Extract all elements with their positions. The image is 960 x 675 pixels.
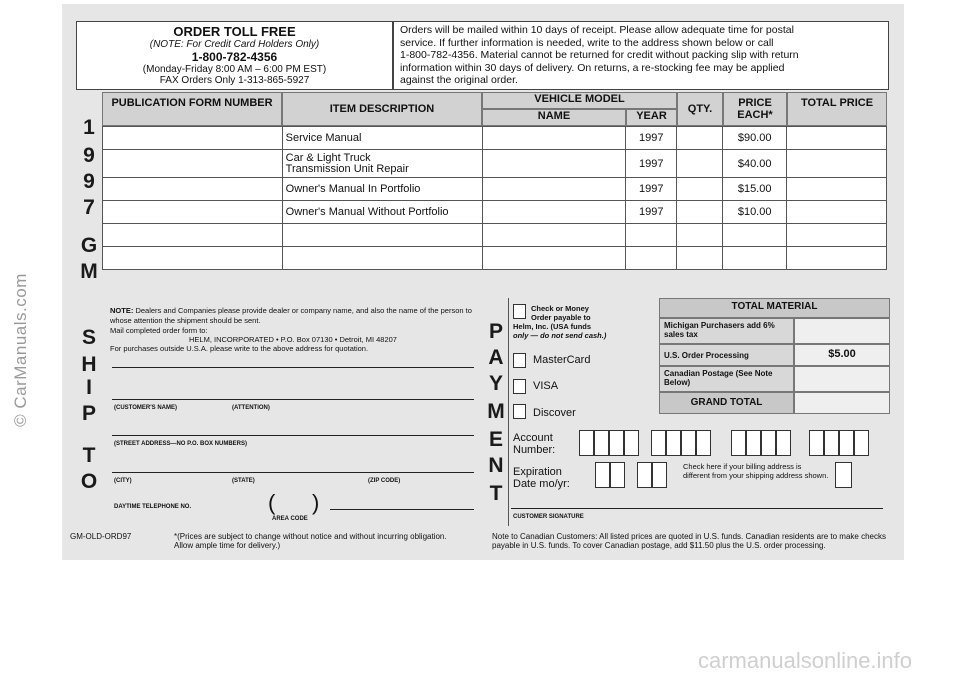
payment-letter: P <box>488 320 503 343</box>
signature-label: CUSTOMER SIGNATURE <box>513 514 584 520</box>
billing-note: Check here if your billing address is different from your shipping address shown. <box>683 462 829 480</box>
name-cell[interactable] <box>482 127 626 150</box>
account-digit[interactable] <box>839 430 854 456</box>
outside-note: For purchases outside U.S.A. please write to the above address for quotation. <box>110 344 369 353</box>
policy-box <box>393 21 889 90</box>
col-header-price-label: PRICE EACH* <box>737 97 773 121</box>
col-header-year <box>626 109 677 126</box>
attention-label: (ATTENTION) <box>232 405 270 411</box>
col-header-year-label: YEAR <box>636 110 667 122</box>
desc-cell <box>282 150 482 178</box>
account-digit[interactable] <box>651 430 666 456</box>
payment-letter: N <box>488 454 504 477</box>
canada-note: Note to Canadian Customers: All listed prices are quoted in U.S. funds. Canadian residents are to make checks payable in U.S. funds. To cover Canadian postage, add $11.50 plus the U.S. order processing. <box>492 532 886 550</box>
year-cell[interactable] <box>626 247 677 270</box>
table-row <box>103 150 887 178</box>
qty-cell[interactable] <box>677 178 723 201</box>
year-letter: M <box>80 260 98 283</box>
order-title: ORDER TOLL FREE <box>173 24 296 39</box>
account-label-line: Number: <box>513 444 556 456</box>
price-cell[interactable] <box>723 224 787 247</box>
col-header-vehicle <box>482 92 677 109</box>
michigan-row <box>659 318 794 344</box>
michigan-label: Michigan Purchasers add 6% sales tax <box>664 321 775 339</box>
expiration-label <box>513 466 570 490</box>
qty-cell[interactable] <box>677 224 723 247</box>
policy-line: information within 30 days of delivery. On returns, a re-stocking fee may be applied <box>400 61 785 74</box>
phone-line[interactable] <box>330 509 474 510</box>
desc-text: Service Manual <box>285 132 362 144</box>
order-toll-free-box <box>76 21 393 90</box>
zip-label: (ZIP CODE) <box>368 478 401 484</box>
customer-name-line[interactable] <box>112 367 474 368</box>
payment-letter: M <box>487 400 505 423</box>
account-digit[interactable] <box>609 430 624 456</box>
pub-cell[interactable] <box>103 201 283 224</box>
area-code-open-paren: ( <box>268 490 276 515</box>
desc-text: Car & Light Truck <box>285 151 371 164</box>
expiration-digit[interactable] <box>652 462 667 488</box>
col-header-name-label: NAME <box>537 110 571 122</box>
order-table <box>102 126 887 270</box>
year-letter: 7 <box>83 196 95 219</box>
desc-cell <box>282 201 482 224</box>
street-line[interactable] <box>112 435 474 436</box>
desc-text: Owner's Manual Without Portfolio <box>285 206 449 218</box>
desc-cell[interactable] <box>282 247 482 270</box>
qty-cell[interactable] <box>677 150 723 178</box>
account-digit[interactable] <box>696 430 711 456</box>
totals-panel <box>659 298 890 416</box>
account-digit[interactable] <box>761 430 776 456</box>
table-row <box>103 224 887 247</box>
michigan-value[interactable] <box>794 318 890 344</box>
order-phone: 1-800-782-4356 <box>191 50 278 64</box>
ship-letter: S <box>81 326 96 349</box>
ship-letter: H <box>81 353 97 376</box>
account-digit[interactable] <box>666 430 681 456</box>
visa-label: VISA <box>533 380 559 392</box>
account-digit[interactable] <box>746 430 761 456</box>
account-digit[interactable] <box>624 430 639 456</box>
qty-cell[interactable] <box>677 247 723 270</box>
year-letter: G <box>80 234 98 257</box>
name-cell[interactable] <box>482 150 626 178</box>
year-letter: 1 <box>83 116 95 139</box>
state-label: (STATE) <box>232 478 255 484</box>
check-line: only — do not send cash.) <box>513 331 607 340</box>
side-watermark: © CarManuals.com <box>10 273 30 427</box>
order-hours: (Monday-Friday 8:00 AM – 6:00 PM EST) <box>142 64 327 75</box>
pub-cell[interactable] <box>103 127 283 150</box>
ship-letter: I <box>86 376 92 399</box>
us-processing-row <box>659 344 794 366</box>
signature-line[interactable] <box>511 508 883 509</box>
total-cell[interactable] <box>787 178 887 201</box>
area-code-close-paren: ) <box>312 490 320 515</box>
col-header-pub <box>102 92 282 126</box>
desc-text-line2: Transmission Unit Repair <box>285 162 409 175</box>
ship-letter: P <box>81 402 96 425</box>
col-header-qty-label: QTY. <box>687 103 713 115</box>
total-material-label: TOTAL MATERIAL <box>731 301 818 312</box>
grand-total-value[interactable] <box>794 392 890 414</box>
pub-cell[interactable] <box>103 247 283 270</box>
customer-name-label: (CUSTOMER'S NAME) <box>114 405 177 411</box>
price-cell: $10.00 <box>723 201 787 224</box>
account-digit[interactable] <box>681 430 696 456</box>
name-cell[interactable] <box>482 247 626 270</box>
mail-address: HELM, INCORPORATED • P.O. Box 07130 • Detroit, MI 48207 <box>189 335 397 344</box>
payment-letter: A <box>488 346 504 369</box>
ship-note-bold: NOTE: <box>110 306 134 315</box>
price-cell[interactable] <box>723 247 787 270</box>
policy-line: against the original order. <box>400 74 518 86</box>
payment-letter: Y <box>488 372 503 395</box>
name-cell[interactable] <box>482 224 626 247</box>
ship-note <box>110 306 476 325</box>
order-form <box>62 4 904 560</box>
desc-cell <box>282 127 482 150</box>
col-header-name <box>482 109 626 126</box>
account-digit[interactable] <box>854 430 869 456</box>
desc-text: Owner's Manual In Portfolio <box>285 183 421 195</box>
payment-letter: E <box>488 428 503 451</box>
us-processing-value-cell <box>794 344 890 366</box>
table-row <box>103 247 887 270</box>
ship-note-text: Dealers and Companies please provide dealer or company name, and also the name of the person to whose attention the shipment should be sent. <box>110 306 472 325</box>
name-cell[interactable] <box>482 201 626 224</box>
pub-cell[interactable] <box>103 224 283 247</box>
account-digit[interactable] <box>579 430 594 456</box>
visa-checkbox[interactable] <box>513 379 526 394</box>
form-code: GM-OLD-ORD97 <box>70 532 132 541</box>
account-digit[interactable] <box>776 430 791 456</box>
total-cell[interactable] <box>787 247 887 270</box>
price-cell: $90.00 <box>723 127 787 150</box>
total-cell[interactable] <box>787 150 887 178</box>
expiration-label-line: Date mo/yr: <box>513 478 570 490</box>
col-header-vehicle-label: VEHICLE MODEL <box>534 93 625 105</box>
desc-cell[interactable] <box>282 224 482 247</box>
year-cell: 1997 <box>626 127 677 150</box>
total-cell[interactable] <box>787 201 887 224</box>
account-digit[interactable] <box>809 430 824 456</box>
price-cell: $15.00 <box>723 178 787 201</box>
bottom-watermark: carmanualsonline.info <box>698 648 913 673</box>
col-header-desc-label: ITEM DESCRIPTION <box>329 103 435 115</box>
street-label: (STREET ADDRESS—NO P.O. BOX NUMBERS) <box>114 441 248 447</box>
price-note: *(Prices are subject to change without notice and without incurring obligation. Allow ample time for delivery.) <box>174 532 447 550</box>
ship-letter: T <box>82 444 96 467</box>
ship-to-section <box>110 304 476 526</box>
col-header-total <box>787 92 887 126</box>
account-label-line: Account <box>513 432 553 444</box>
total-material-row <box>659 298 890 318</box>
table-row <box>103 178 887 201</box>
mastercard-label: MasterCard <box>533 354 591 366</box>
ship-letter: O <box>80 470 98 493</box>
check-line: Order payable to <box>531 313 591 322</box>
col-header-qty <box>677 92 723 126</box>
desc-cell <box>282 178 482 201</box>
canadian-row <box>659 366 794 392</box>
check-line: Check or Money <box>531 304 589 313</box>
payment-letter: T <box>489 482 503 505</box>
expiration-digit[interactable] <box>637 462 652 488</box>
year-cell: 1997 <box>626 178 677 201</box>
account-digit[interactable] <box>731 430 746 456</box>
col-header-total-label: TOTAL PRICE <box>800 97 874 109</box>
expiration-digit[interactable] <box>610 462 625 488</box>
total-cell[interactable] <box>787 224 887 247</box>
year-cell: 1997 <box>626 201 677 224</box>
area-code-label: AREA CODE <box>272 516 308 522</box>
account-label <box>513 432 555 456</box>
col-header-desc <box>282 92 482 126</box>
canadian-label: Canadian Postage (See Note Below) <box>664 369 773 387</box>
name-cell[interactable] <box>482 178 626 201</box>
qty-cell[interactable] <box>677 127 723 150</box>
grand-total-row <box>659 392 794 414</box>
expiration-label-line: Expiration <box>513 466 562 478</box>
grand-total-label: GRAND TOTAL <box>690 397 763 408</box>
us-processing-label: U.S. Order Processing <box>664 351 749 360</box>
check-text <box>513 304 643 340</box>
canadian-value[interactable] <box>794 366 890 392</box>
policy-line: Orders will be mailed within 10 days of receipt. Please allow adequate time for postal <box>400 24 794 36</box>
phone-label: DAYTIME TELEPHONE NO. <box>114 504 192 510</box>
col-header-price <box>723 92 787 126</box>
year-cell: 1997 <box>626 150 677 178</box>
year-cell[interactable] <box>626 224 677 247</box>
check-line: Helm, Inc. (USA funds <box>513 322 592 331</box>
mastercard-checkbox[interactable] <box>513 353 526 368</box>
order-note: (NOTE: For Credit Card Holders Only) <box>149 39 320 50</box>
year-letter: 9 <box>83 144 95 167</box>
total-cell[interactable] <box>787 127 887 150</box>
year-letter: 9 <box>83 170 95 193</box>
discover-checkbox[interactable] <box>513 404 526 419</box>
account-digit[interactable] <box>824 430 839 456</box>
account-digit[interactable] <box>594 430 609 456</box>
col-header-pub-label: PUBLICATION FORM NUMBER <box>111 97 273 109</box>
expiration-digit[interactable] <box>595 462 610 488</box>
qty-cell[interactable] <box>677 201 723 224</box>
discover-label: Discover <box>533 407 576 419</box>
city-line[interactable] <box>112 472 474 473</box>
table-row <box>103 127 887 150</box>
mail-label: Mail completed order form to: <box>110 326 208 335</box>
policy-line: service. If further information is needed, write to the address shown below or call <box>400 36 774 49</box>
billing-different-checkbox[interactable] <box>835 462 852 488</box>
pub-cell[interactable] <box>103 178 283 201</box>
us-processing-value: $5.00 <box>828 348 856 360</box>
policy-line: 1-800-782-4356. Material cannot be returned for credit without packing slip with return <box>400 49 799 61</box>
payment-section <box>508 298 889 526</box>
pub-cell[interactable] <box>103 150 283 178</box>
price-cell: $40.00 <box>723 150 787 178</box>
table-row <box>103 201 887 224</box>
attention-line[interactable] <box>112 399 474 400</box>
order-fax: FAX Orders Only 1-313-865-5927 <box>159 75 310 86</box>
city-label: (CITY) <box>114 478 132 484</box>
